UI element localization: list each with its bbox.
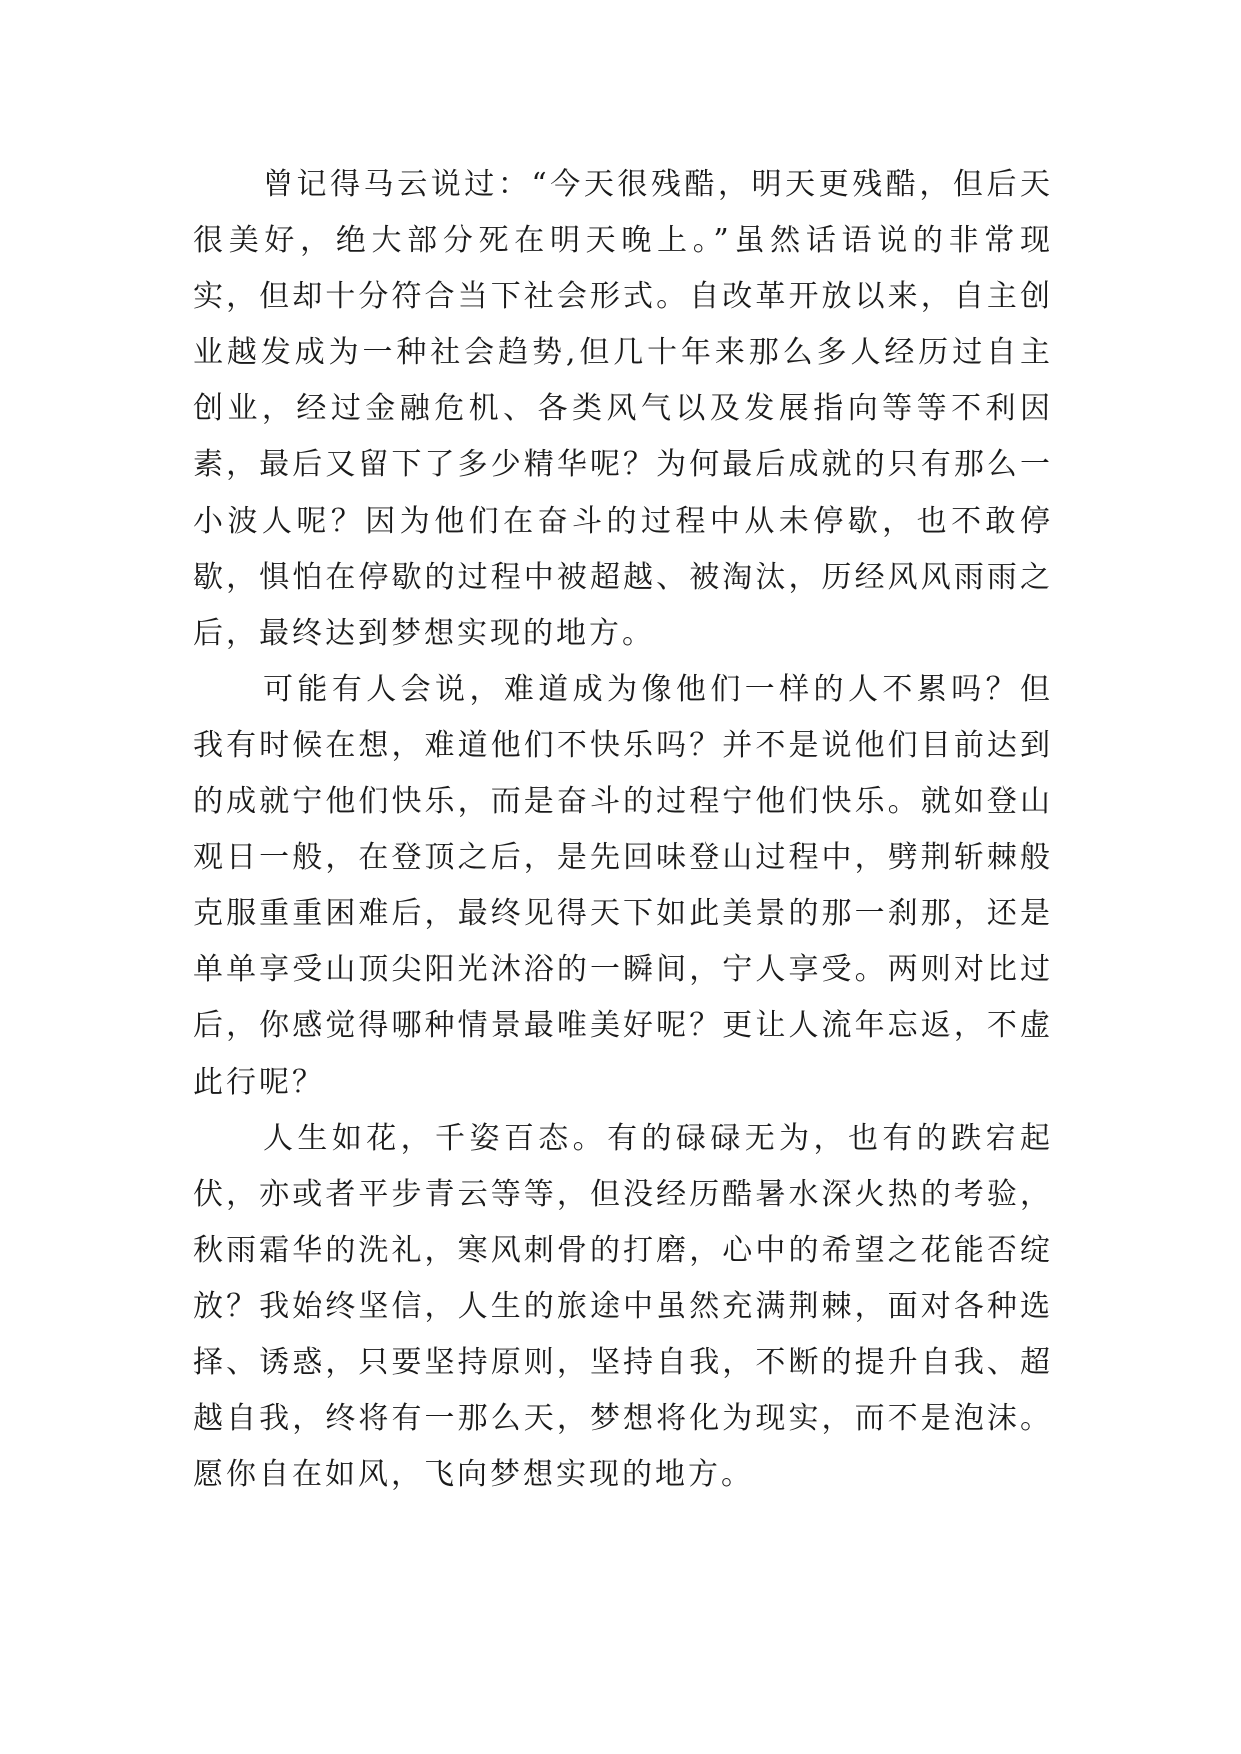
- paragraph-3: 人生如花，千姿百态。有的碌碌无为，也有的跌宕起伏，亦或者平步青云等等，但没经历酷暑水深火热的考验，秋雨霜华的洗礼，寒风刺骨的打磨，心中的希望之花能否绽放？我始终坚信，人生的旅途中虽然充满荆棘，面对各种选择、诱惑，只要坚持原则，坚持自我，不断的提升自我、超越自我，终将有一那么天，梦想将化为现实，而不是泡沫。愿你自在如风，飞向梦想实现的地方。: [193, 1120, 1053, 1493]
- paragraph-2: 可能有人会说，难道成为像他们一样的人不累吗？但我有时候在想，难道他们不快乐吗？并不是说他们目前达到的成就宁他们快乐，而是奋斗的过程宁他们快乐。就如登山观日一般，在登顶之后，是先回味登山过程中，劈荆斩棘般克服重重困难后，最终见得天下如此美景的那一刹那，还是单单享受山顶尖阳光沐浴的一瞬间，宁人享受。两则对比过后，你感觉得哪种情景最唯美好呢？更让人流年忘返，不虚此行呢？: [193, 671, 1053, 1100]
- paragraph-1: 曾记得马云说过：“今天很残酷，明天更残酷，但后天很美好，绝大部分死在明天晚上。”虽然话语说的非常现实，但却十分符合当下社会形式。自改革开放以来，自主创业越发成为一种社会趋势,但几十年来那么多人经历过自主创业，经过金融危机、各类风气以及发展指向等等不利因素，最后又留下了多少精华呢？为何最后成就的只有那么一小波人呢？因为他们在奋斗的过程中从未停歇，也不敢停歇，惧怕在停歇的过程中被超越、被淘汰，历经风风雨雨之后，最终达到梦想实现的地方。: [193, 167, 1053, 651]
- document-body: [193, 157, 1053, 1503]
